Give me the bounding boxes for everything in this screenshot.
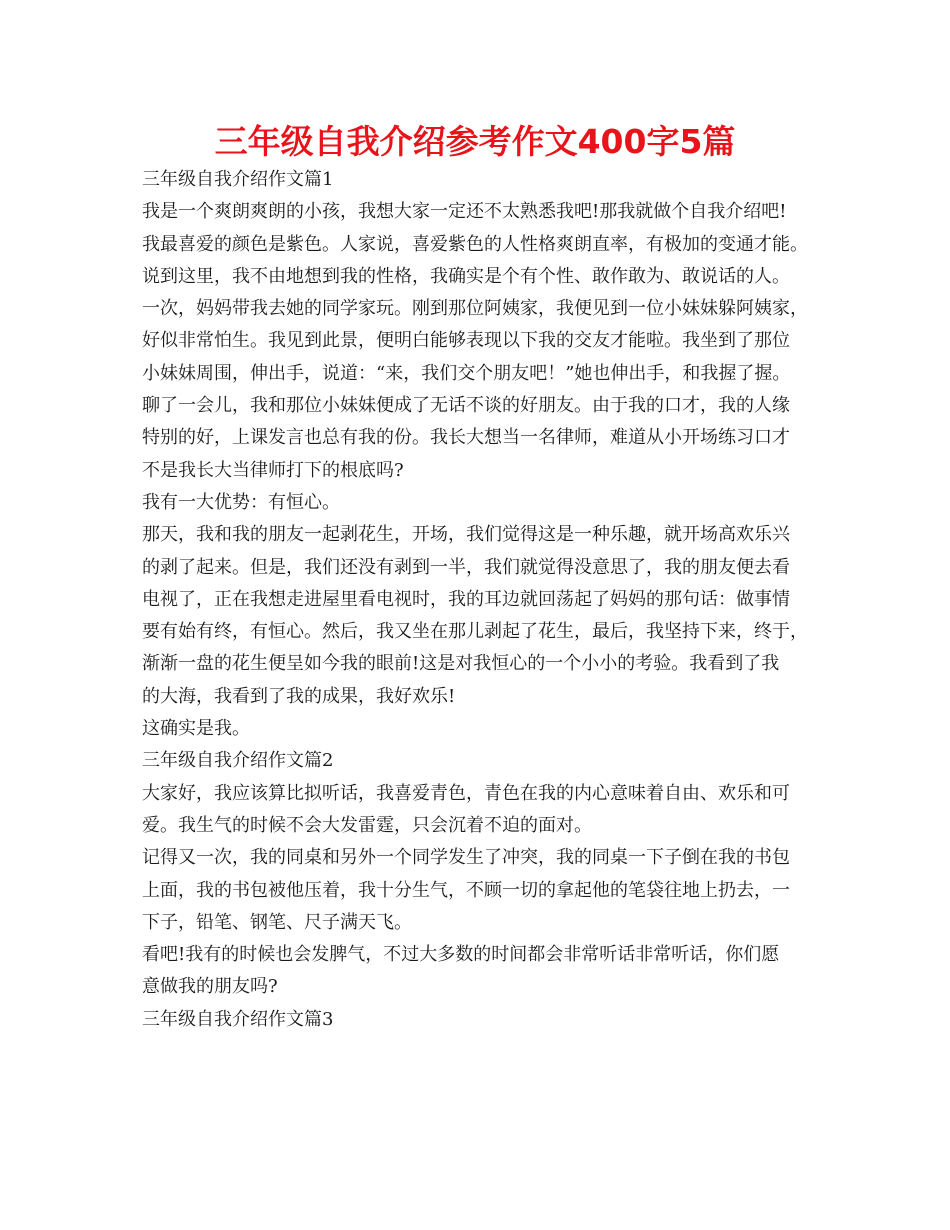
document-title: 三年级自我介绍参考作文400字5篇 [214,122,736,161]
text-line: 说到这里，我不由地想到我的性格，我确实是个有个性、敢作敢为、敢说话的人。 [142,265,790,287]
text-line: 大家好，我应该算比拟听话，我喜爱青色，青色在我的内心意味着自由、欢乐和可 [142,782,790,804]
text-line: 这确实是我。 [142,718,250,740]
text-line: 爱。我生气的时候不会大发雷霆，只会沉着不迫的面对。 [142,814,592,836]
document-body [142,164,822,1036]
text-line: 我是一个爽朗爽朗的小孩，我想大家一定还不太熟悉我吧!那我就做个自我介绍吧! [142,201,787,223]
text-line: 不是我长大当律师打下的根底吗? [142,459,404,481]
text-line: 看吧!我有的时候也会发脾气，不过大多数的时间都会非常听话非常听话，你们愿 [142,944,780,966]
text-line: 我有一大优势：有恒心。 [142,491,340,513]
section-heading-1: 三年级自我介绍作文篇1 [142,169,334,190]
text-line: 一次，妈妈带我去她的同学家玩。刚到那位阿姨家，我便见到一位小妹妹躲阿姨家， [142,298,808,320]
text-line: 记得又一次，我的同桌和另外一个同学发生了冲突，我的同桌一下子倒在我的书包 [142,847,790,869]
text-line: 的剥了起来。但是，我们还没有剥到一半，我们就觉得没意思了，我的朋友便去看 [142,556,790,578]
text-line: 聊了一会儿，我和那位小妹妹便成了无话不谈的好朋友。由于我的口才，我的人缘 [142,395,790,417]
section-heading-3: 三年级自我介绍作文篇3 [142,1008,334,1030]
text-line: 特别的好，上课发言也总有我的份。我长大想当一名律师，难道从小开场练习口才 [142,427,790,449]
text-line: 我最喜爱的颜色是紫色。人家说，喜爱紫色的人性格爽朗直率，有极加的变通才能。 [142,233,808,255]
text-line: 意做我的朋友吗? [142,976,278,998]
text-line: 那天，我和我的朋友一起剥花生，开场，我们觉得这是一种乐趣，就开场高欢乐兴 [142,524,790,546]
text-line: 下子，铅笔、钢笔、尺子满天飞。 [142,911,412,933]
text-line: 电视了，正在我想走进屋里看电视时，我的耳边就回荡起了妈妈的那句话：做事情 [142,588,790,610]
text-line: 小妹妹周围，伸出手，说道：“来，我们交个朋友吧！”她也伸出手，和我握了握。 [142,362,791,384]
text-line: 上面，我的书包被他压着，我十分生气，不顾一切的拿起他的笔袋往地上扔去，一 [142,879,790,901]
text-line: 的大海，我看到了我的成果，我好欢乐! [142,685,456,707]
text-line: 好似非常怕生。我见到此景，便明白能够表现以下我的交友才能啦。我坐到了那位 [142,330,790,352]
section-heading-2: 三年级自我介绍作文篇2 [142,750,334,772]
text-line: 渐渐一盘的花生便呈如今我的眼前!这是对我恒心的一个小小的考验。我看到了我 [142,653,780,675]
text-line: 要有始有终，有恒心。然后，我又坐在那儿剥起了花生，最后，我坚持下来，终于， [142,621,808,643]
